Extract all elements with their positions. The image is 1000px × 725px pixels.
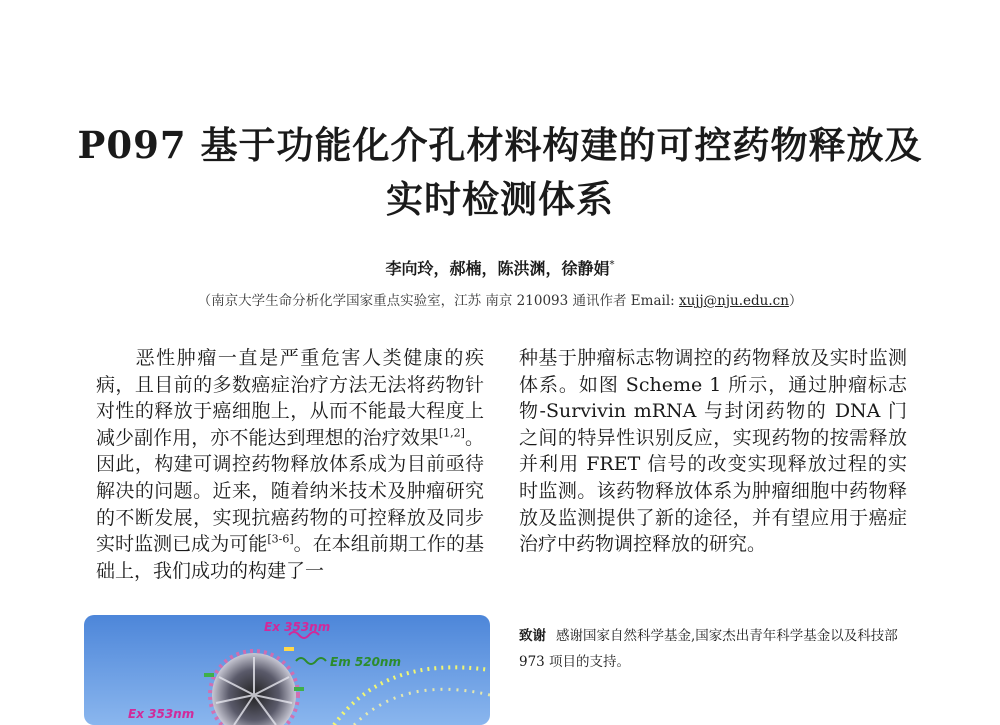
label-excitation-2: Ex 353nm xyxy=(128,707,195,721)
email-link[interactable]: xujj@nju.edu.cn xyxy=(678,293,789,309)
body-text-part-2: 。因此，构建可调控药物释放体系成为目前亟待解决的问题。近来，随着纳米技术及肿瘤研究的不断发展，实现抗癌药物的可控释放及同步实时监测已成为可能 xyxy=(96,426,484,556)
dna-gate xyxy=(284,647,294,651)
acknowledgement xyxy=(519,623,911,675)
label-excitation-1: Ex 353nm xyxy=(264,620,331,634)
citation-2[interactable]: [3-6] xyxy=(267,532,294,546)
affiliation-close: ） xyxy=(788,293,803,309)
body-text-part-1: 恶性肿瘤一直是严重危害人类健康的疾病，且目前的多数癌症治疗方法无法将药物针对性的释放于癌细胞上，从而不能最大程度上减少副作用，亦不能达到理想的治疗效果 xyxy=(96,347,484,449)
body-text-right: 种基于肿瘤标志物调控的药物释放及实时监测体系。如图 Scheme 1 所示，通过肿瘤标志物-Survivin mRNA 与封闭药物的 DNA 门之间的特异性识别反应，实现药物的按需释放并利用 FRET 信号的改变实现释放过程的实时监测。该药物释放体系为肿瘤细胞中药物释放及监测提供了新的途径，并有望应用于癌症治疗中药物调控释放的研究。 xyxy=(519,347,907,556)
dna-gate xyxy=(294,687,304,691)
affiliation-text: （南京大学生命分析化学国家重点实验室，江苏 南京 210093 通讯作者 Email: xyxy=(197,293,679,309)
fluorescence-curve xyxy=(334,667,490,725)
label-emission: Em 520nm xyxy=(330,655,401,669)
dna-gate xyxy=(204,673,214,677)
citation-1[interactable]: [1,2] xyxy=(438,426,465,440)
author-list xyxy=(0,256,1000,279)
paper-title-line-1: P097 基于功能化介孔材料构建的可控药物释放及 xyxy=(77,123,923,167)
body-text-part-3: 。在本组前期工作的基础上，我们成功的构建了一 xyxy=(96,533,484,582)
scheme-figure xyxy=(84,615,490,725)
acknowledgement-text: 感谢国家自然科学基金,国家杰出青年科学基金以及科技部 973 项目的支持。 xyxy=(519,628,898,670)
affiliation xyxy=(0,289,1000,309)
author-names: 李向玲，郝楠，陈洪渊，徐静娟 xyxy=(385,259,610,278)
acknowledgement-label: 致谢 xyxy=(519,628,546,644)
paper-title xyxy=(60,118,940,226)
fluorescence-curve-2 xyxy=(354,689,490,725)
corresponding-author-mark: * xyxy=(609,259,615,271)
emission-arrow xyxy=(296,658,326,664)
body-column-right xyxy=(519,345,907,558)
paper-title-line-2: 实时检测体系 xyxy=(386,177,614,221)
body-column-left xyxy=(96,345,484,584)
